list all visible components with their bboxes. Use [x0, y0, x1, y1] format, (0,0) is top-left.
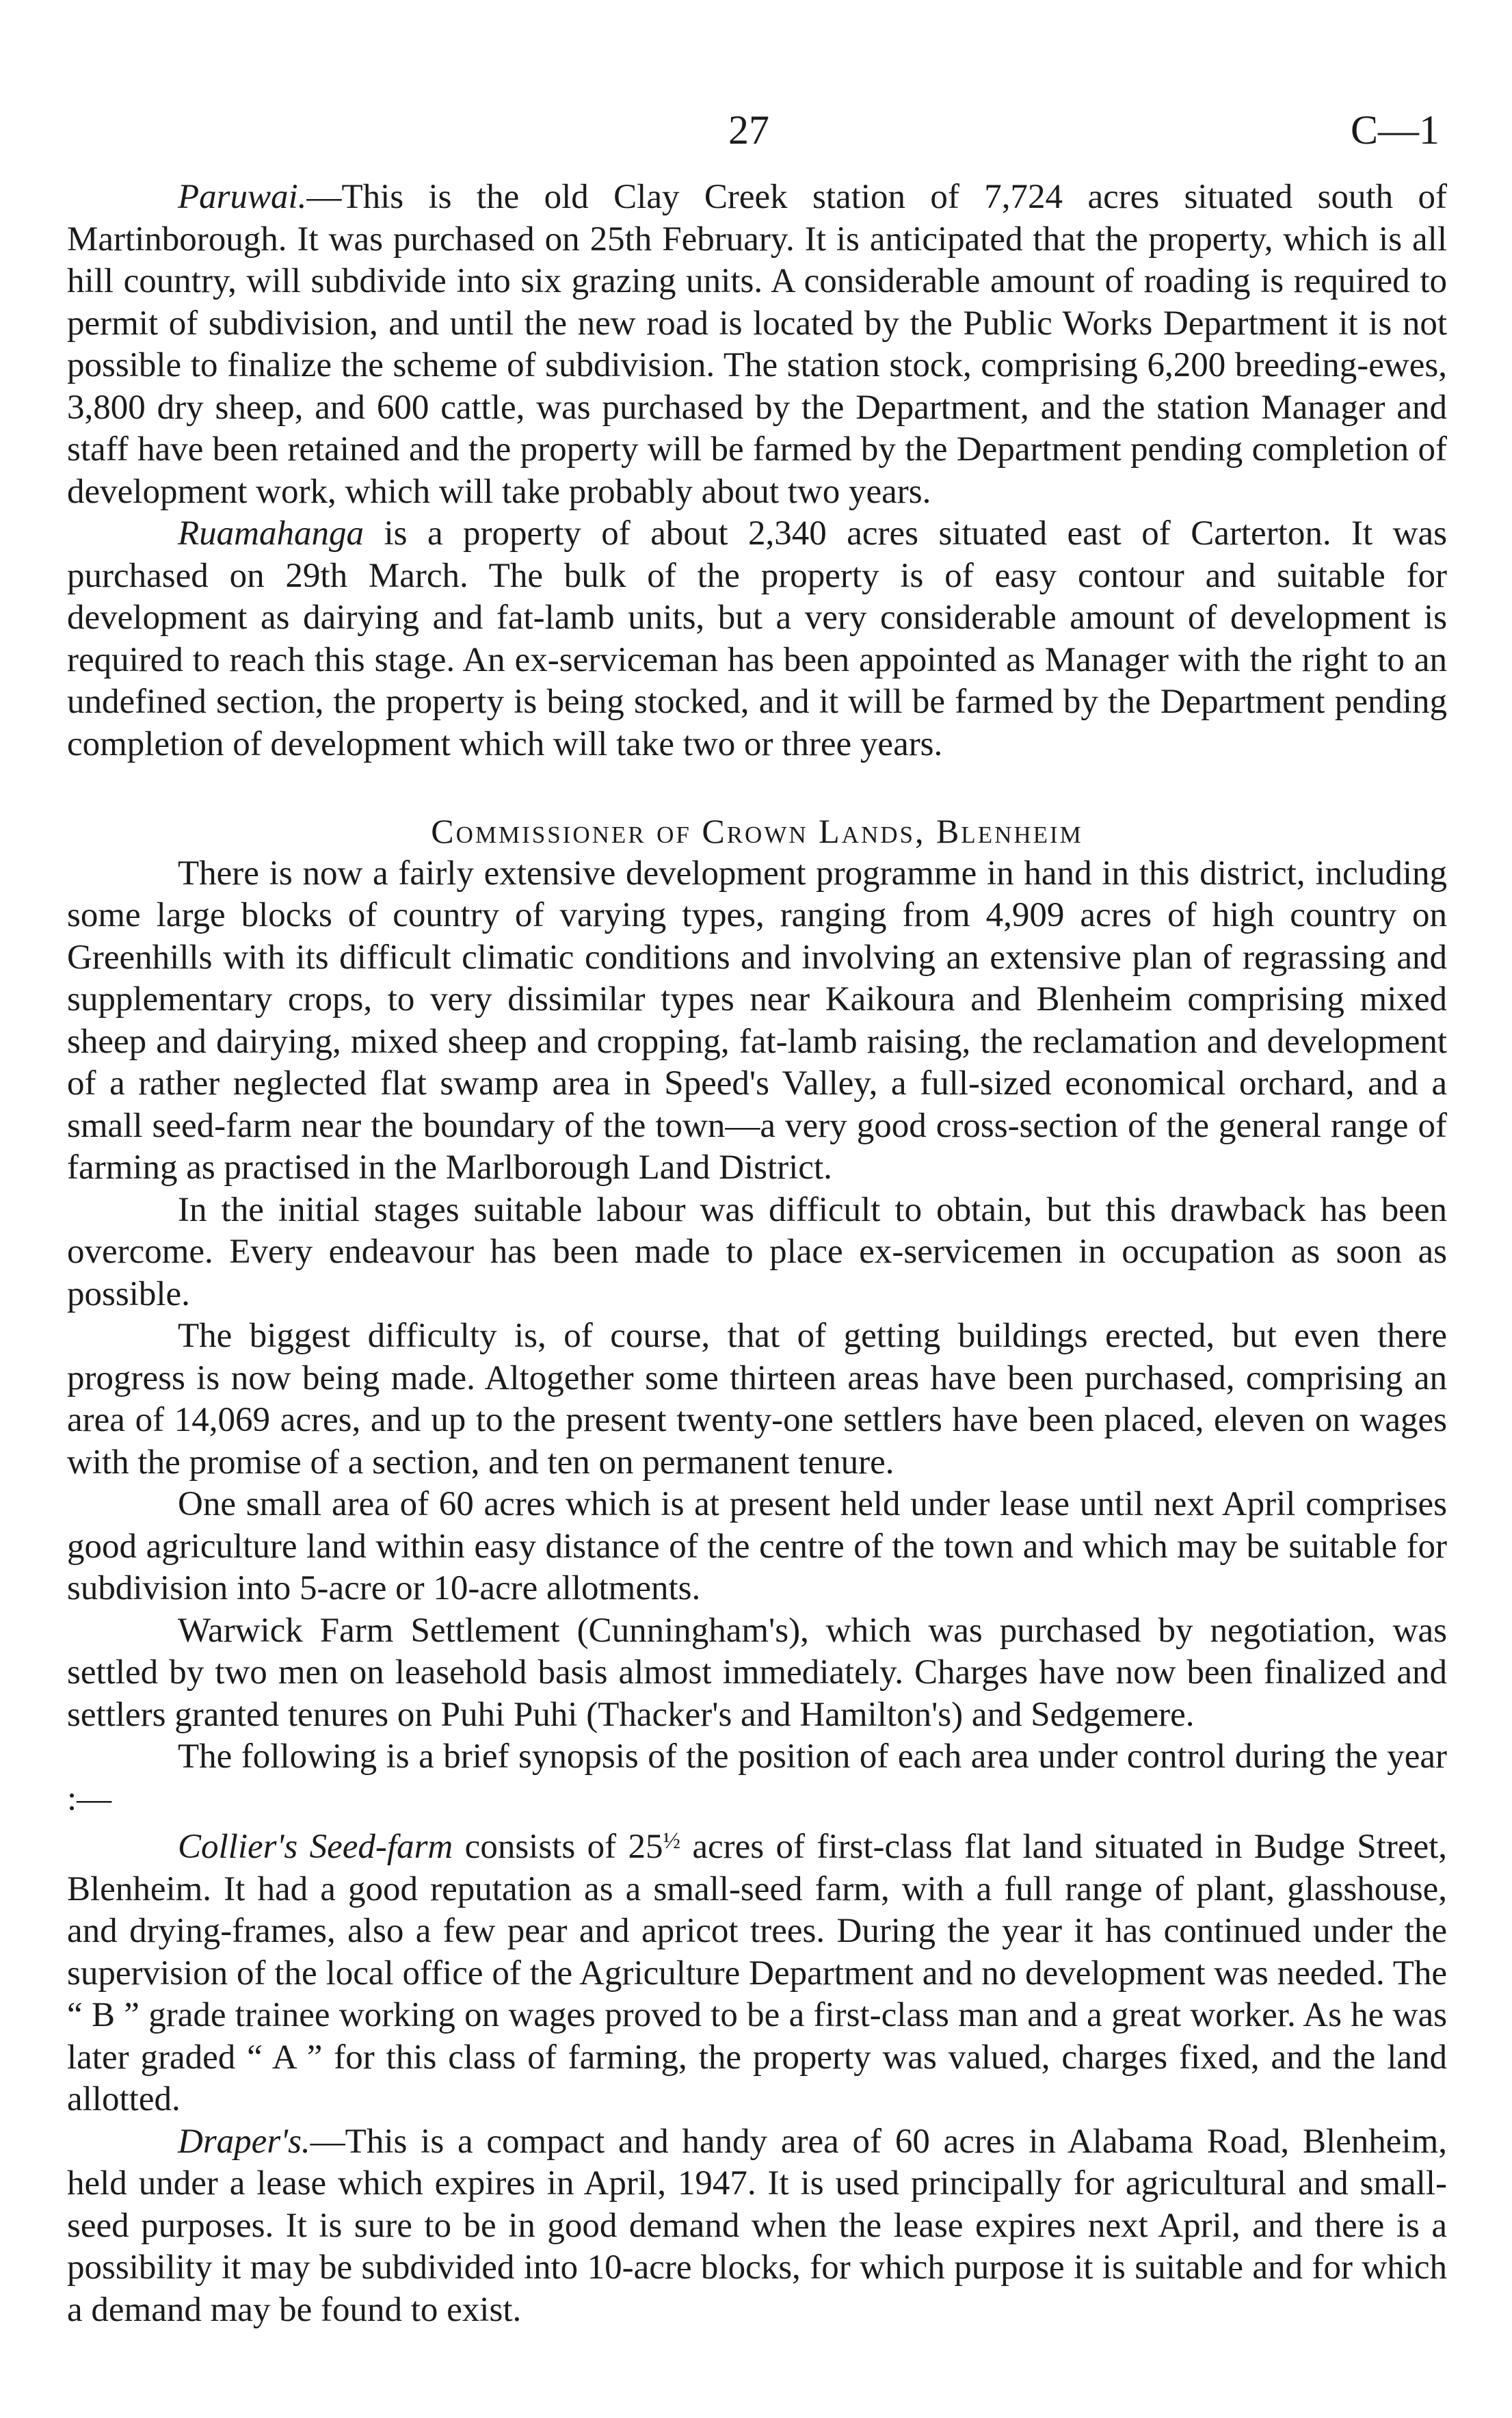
paragraph-paruwai [67, 176, 1447, 513]
paruwai-title: Paruwai. [178, 178, 307, 216]
paragraph: There is now a fairly extensive development programme in hand in this district, including some large blocks of country of varying types, ranging from 4,909 acres of high country on Greenhills with its difficult climatic conditions and involving an extensive plan of regrassing and supplementary crops, to very dissimilar types near Kaikoura and Blenheim comprising mixed sheep and dairying, mixed sheep and cropping, fat-lamb raising, the reclamation and development of a rather neglected flat swamp area in Speed's Valley, a full-sized economical orchard, and a small seed-farm near the boundary of the town—a very good cross-section of the general range of farming as practised in the Marlborough Land District. [67, 854, 1447, 1187]
colliers-fraction: ½ [663, 1828, 680, 1854]
page-header [0, 103, 1512, 157]
body-text [67, 176, 1447, 2331]
paragraph: In the initial stages suitable labour was difficult to obtain, but this drawback has been overcome. Every endeavour has been made to place ex-servicemen in occupation as soon as possible. [67, 1190, 1447, 1313]
drapers-title: Draper's. [178, 2122, 310, 2161]
drapers-text: —This is a compact and handy area of 60 acres in Alabama Road, Blenheim, held under a lease which expires in April, 1947. It is used principally for agricultural and small-seed purposes. It is sure to be in good demand when the lease expires next April, and there is a possibility it may be subdivided into 10-acre blocks, for which purpose it is suitable and for which a demand may be found to exist. [67, 2122, 1447, 2329]
colliers-title: Collier's Seed-farm [178, 1828, 453, 1866]
colliers-text-before: consists of 25 [453, 1828, 663, 1866]
ruamahanga-title: Ruamahanga [178, 514, 364, 553]
colliers-text-after: acres of first-class flat land situated in Budge Street, Blenheim. It had a good reputation as a small-seed farm, with a full range of plant, glasshouse, and drying-frames, also a few pear and apricot trees. During the year it has continued under the supervision of the local office of the Agriculture Department and no development was needed. The “ B ” grade trainee working on wages proved to be a first-class man and a great worker. As he was later graded “ A ” for this class of farming, the property was valued, charges fixed, and the land allotted. [67, 1828, 1448, 2118]
paragraph: The following is a brief synopsis of the position of each area under control during the year :— [67, 1737, 1447, 1818]
paragraph: Warwick Farm Settlement (Cunningham's), which was purchased by negotiation, was settled by two men on leasehold basis almost immediately. Charges have now been finalized and settlers granted tenures on Puhi Puhi (Thacker's and Hamilton's) and Sedgemere. [67, 1611, 1447, 1734]
paragraph: One small area of 60 acres which is at present held under lease until next April comprises good agriculture land within easy distance of the centre of the town and which may be suitable for subdivision into 5-acre or 10-acre allotments. [67, 1485, 1447, 1607]
document-reference: C—1 [1351, 107, 1440, 153]
section-heading: Commissioner of Crown Lands, Blenheim [431, 812, 1083, 850]
ruamahanga-text: is a property of about 2,340 acres situated east of Carterton. It was purchased on 29th March. The bulk of the property is of easy contour and suitable for development as dairying and fat-lamb units, but a very considerable amount of development is required to reach this stage. An ex-serviceman has been appointed as Manager with the right to an undefined section, the property is being stocked, and it will be farmed by the Department pending completion of development which will take two or three years. [67, 514, 1447, 763]
paragraph-drapers [67, 2121, 1447, 2332]
paragraph-colliers [67, 1820, 1447, 2121]
paruwai-text: —This is the old Clay Creek station of 7,724 acres situated south of Martinborough. It was purchased on 25th February. It is anticipated that the property, which is all hill country, will subdivide into six grazing units. A considerable amount of roading is required to permit of subdivision, and until the new road is located by the Public Works Department it is not possible to finalize the scheme of subdivision. The station stock, comprising 6,200 breeding-ewes, 3,800 dry sheep, and 600 cattle, was purchased by the Department, and the station Manager and staff have been retained and the property will be farmed by the Department pending completion of development work, which will take probably about two years. [67, 178, 1447, 511]
page-number: 27 [728, 107, 769, 153]
paragraph: The biggest difficulty is, of course, that of getting buildings erected, but even there progress is now being made. Altogether some thirteen areas have been purchased, comprising an area of 14,069 acres, and up to the present twenty-one settlers have been placed, eleven on wages with the promise of a section, and ten on permanent tenure. [67, 1317, 1447, 1482]
paragraph-ruamahanga [67, 513, 1447, 765]
